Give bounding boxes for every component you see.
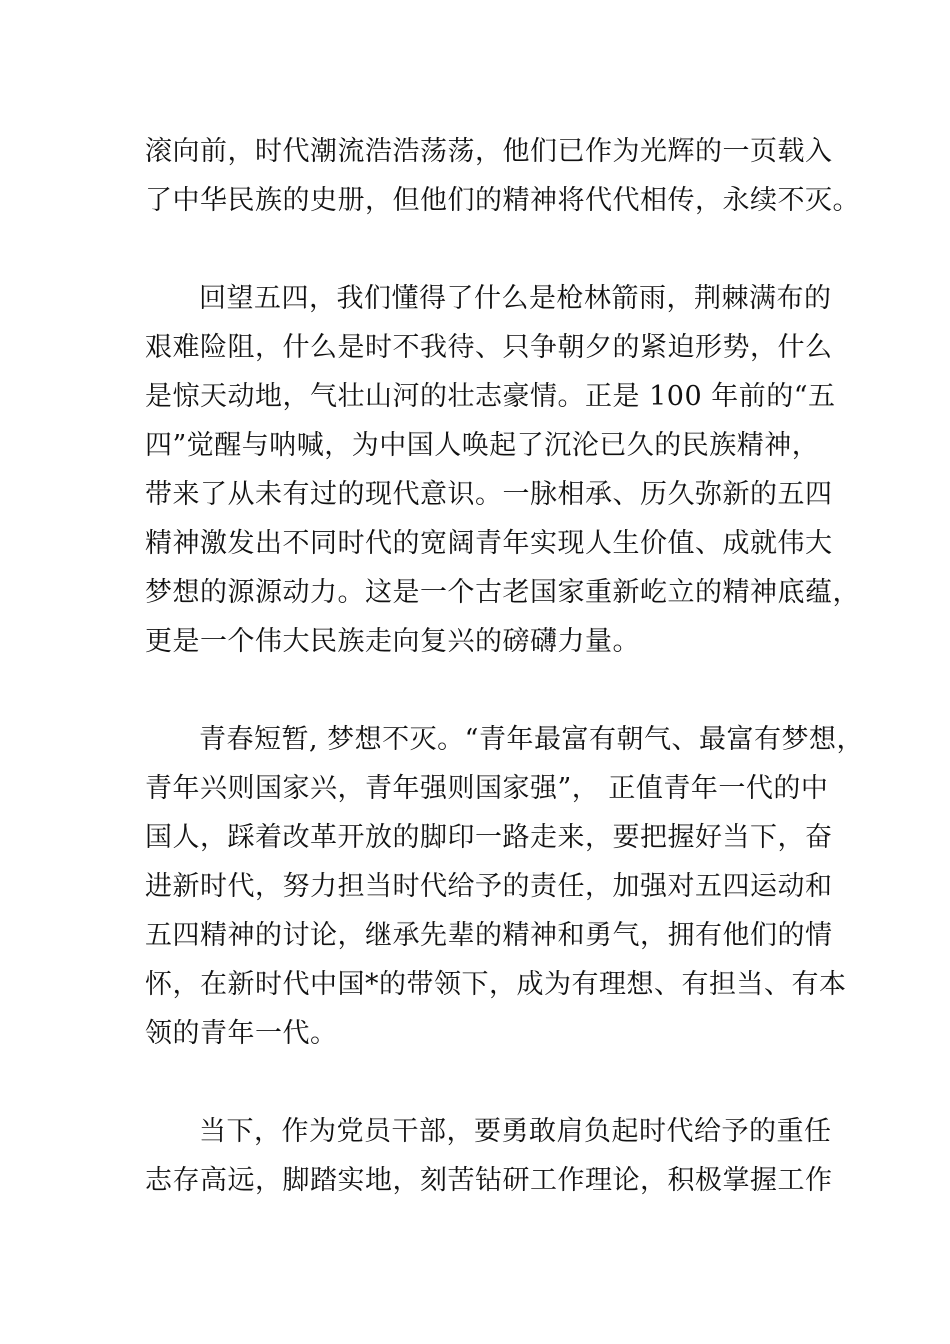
paragraph-continued [145, 127, 860, 225]
paragraph-looking-back [145, 274, 860, 666]
text-line: 精神激发出不同时代的宽阔青年实现人生价值、成就伟大 [145, 528, 833, 559]
text-line: 青春短暂, 梦想不灭。“青年最富有朝气、最富有梦想， [199, 724, 864, 755]
text-line: 梦想的源源动力。这是一个古老国家重新屹立的精神底蕴， [145, 577, 860, 608]
text-line: 进新时代，努力担当时代给予的责任，加强对五四运动和 [145, 871, 833, 902]
text-line: 滚向前，时代潮流浩浩荡荡，他们已作为光辉的一页载入 [145, 136, 833, 167]
text-line: 国人，踩着改革开放的脚印一路走来，要把握好当下，奋 [145, 822, 833, 853]
text-line: 回望五四，我们懂得了什么是枪林箭雨，荆棘满布的 [199, 283, 832, 314]
text-line: 艰难险阻，什么是时不我待、只争朝夕的紧迫形势，什么 [145, 332, 833, 363]
paragraph-present [145, 1107, 833, 1205]
text-line: 带来了从未有过的现代意识。一脉相承、历久弥新的五四 [145, 479, 833, 510]
text-line: 四”觉醒与呐喊，为中国人唤起了沉沦已久的民族精神， [145, 430, 820, 461]
paragraph-youth [145, 715, 864, 1058]
text-line: 青年兴则国家兴，青年强则国家强”， 正值青年一代的中 [145, 773, 829, 804]
text-line: 当下，作为党员干部，要勇敢肩负起时代给予的重任 [199, 1116, 832, 1147]
text-line: 领的青年一代。 [145, 1018, 338, 1049]
text-line: 五四精神的讨论，继承先辈的精神和勇气，拥有他们的情 [145, 920, 833, 951]
text-line: 怀，在新时代中国*的带领下，成为有理想、有担当、有本 [145, 969, 847, 1000]
text-line: 更是一个伟大民族走向复兴的磅礴力量。 [145, 626, 640, 657]
text-line: 是惊天动地，气壮山河的壮志豪情。正是 100 年前的“五 [145, 381, 836, 412]
text-line: 了中华民族的史册，但他们的精神将代代相传，永续不灭。 [145, 185, 860, 216]
text-line: 志存高远，脚踏实地，刻苦钻研工作理论，积极掌握工作 [145, 1165, 833, 1196]
